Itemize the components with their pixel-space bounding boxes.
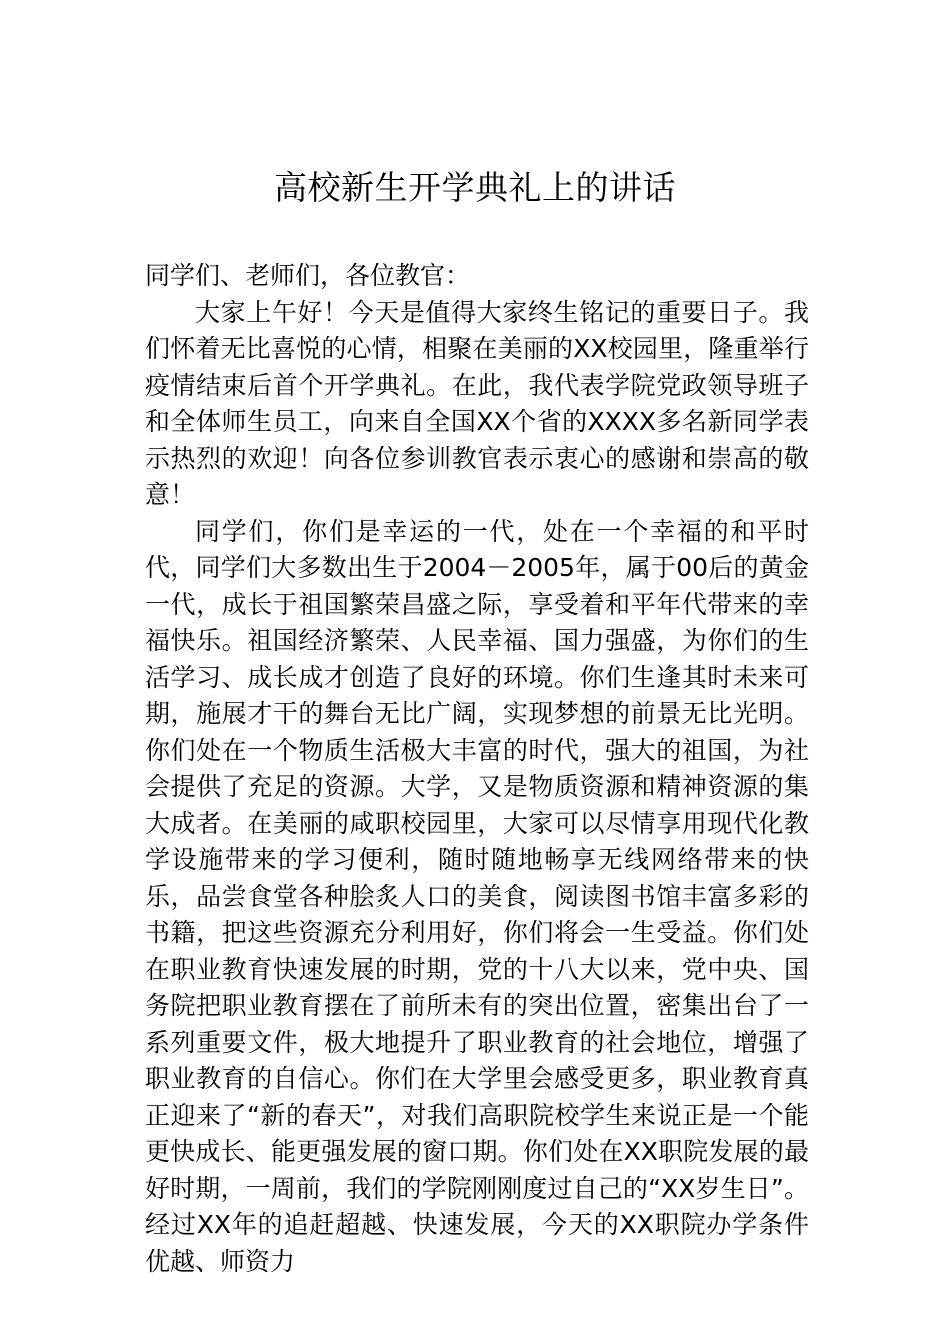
- salutation: 同学们、老师们，各位教官：: [145, 261, 471, 290]
- document-body: [145, 258, 809, 1280]
- document-title: 高校新生开学典礼上的讲话: [274, 168, 676, 207]
- paragraph-fortunate-generation: 同学们，你们是幸运的一代，处在一个幸福的和平时代，同学们大多数出生于2004－2005年，属于00后的黄金一代，成长于祖国繁荣昌盛之际，享受着和平年代带来的幸福快乐。祖国经济繁荣、人民幸福、国力强盛，为你们的生活学习、成长成才创造了良好的环境。你们生逢其时未来可期，施展才干的舞台无比广阔，实现梦想的前景无比光明。你们处在一个物质生活极大丰富的时代，强大的祖国，为社会提供了充足的资源。大学，又是物质资源和精神资源的集大成者。在美丽的咸职校园里，大家可以尽情享用现代化教学设施带来的学习便利，随时随地畅享无线网络带来的快乐，品尝食堂各种脍炙人口的美食，阅读图书馆丰富多彩的书籍，把这些资源充分利用好，你们将会一生受益。你们处在职业教育快速发展的时期，党的十八大以来，党中央、国务院把职业教育摆在了前所未有的突出位置，密集出台了一系列重要文件，极大地提升了职业教育的社会地位，增强了职业教育的自信心。你们在大学里会感受更多，职业教育真正迎来了“新的春天”，对我们高职院校学生来说正是一个能更快成长、能更强发展的窗口期。你们处在XX职院发展的最好时期，一周前，我们的学院刚刚度过自己的“XX岁生日”。经过XX年的追赶超越、快速发展，今天的XX职院办学条件优越、师资力: [145, 516, 809, 1276]
- paragraph-welcome: 大家上午好！今天是值得大家终生铭记的重要日子。我们怀着无比喜悦的心情，相聚在美丽的XX校园里，隆重举行疫情结束后首个开学典礼。在此，我代表学院党政领导班子和全体师生员工，向来自全国XX个省的XXXX多名新同学表示热烈的欢迎！向各位参训教官表示衷心的感谢和崇高的敬意！: [145, 297, 809, 509]
